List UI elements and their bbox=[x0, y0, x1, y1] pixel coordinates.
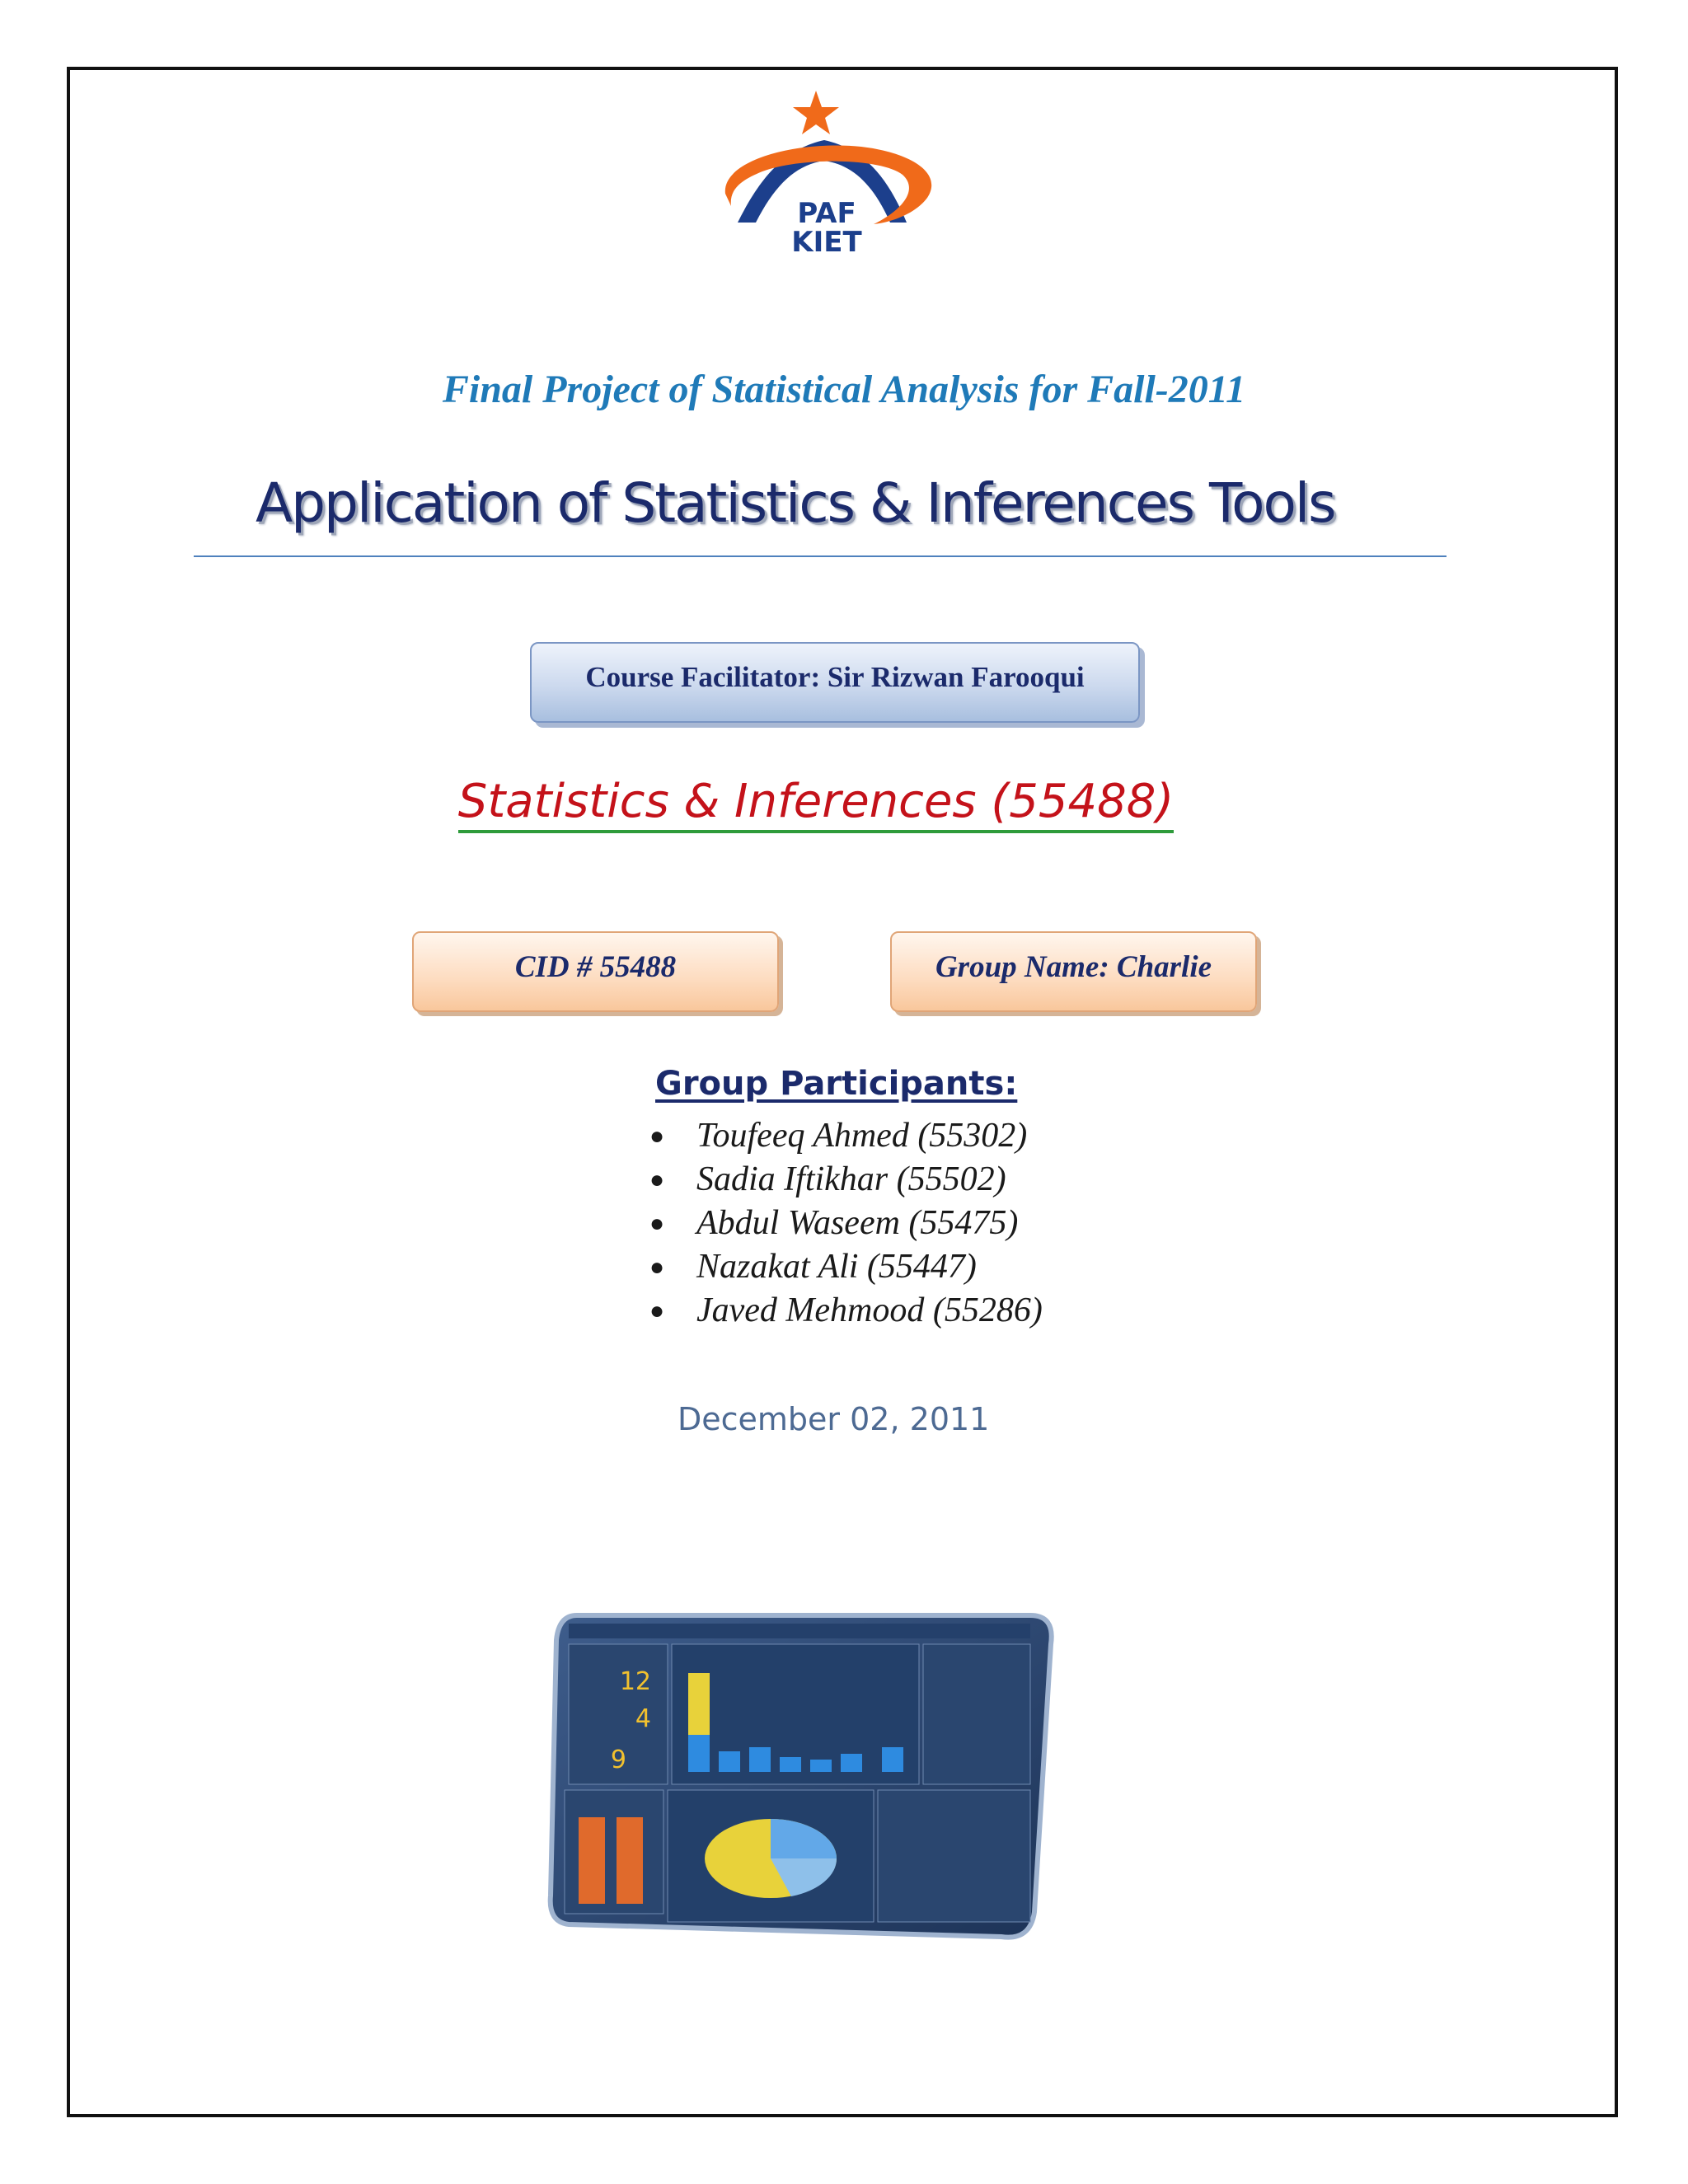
participant-name: Nazakat Ali (55447) bbox=[696, 1248, 977, 1286]
page-title: Application of Statistics & Inferences Tools bbox=[256, 471, 1335, 535]
participant-name: Sadia Iftikhar (55502) bbox=[696, 1160, 1006, 1198]
dashboard-number: 9 bbox=[610, 1746, 626, 1774]
participant-name: Abdul Waseem (55475) bbox=[696, 1204, 1019, 1242]
dashboard-bar bbox=[617, 1817, 643, 1904]
paf-kiet-logo bbox=[705, 82, 952, 264]
dashboard-bar bbox=[579, 1817, 605, 1904]
project-subtitle: Final Project of Statistical Analysis for Fall-2011 bbox=[442, 368, 1246, 411]
dashboard-bar bbox=[882, 1747, 903, 1772]
participants-list bbox=[643, 1114, 1043, 1333]
dashboard-image bbox=[544, 1599, 1055, 1945]
title-divider bbox=[194, 555, 1447, 557]
participant-item bbox=[643, 1158, 1043, 1202]
bullet-icon: ● bbox=[649, 1254, 665, 1281]
participants-heading: Group Participants: bbox=[655, 1065, 1018, 1103]
bullet-icon: ● bbox=[649, 1166, 665, 1193]
facilitator-box: Course Facilitator: Sir Rizwan Farooqui bbox=[530, 642, 1140, 723]
bullet-icon: ● bbox=[649, 1210, 665, 1237]
group-name-box: Group Name: Charlie bbox=[890, 931, 1257, 1012]
course-title-text: Statistics & Inferences (55488) bbox=[458, 775, 1174, 833]
participant-item bbox=[643, 1289, 1043, 1333]
dashboard-bar bbox=[810, 1760, 832, 1772]
participant-item bbox=[643, 1202, 1043, 1245]
dashboard-bottom-right-panel bbox=[878, 1790, 1030, 1922]
participant-item bbox=[643, 1114, 1043, 1158]
bullet-icon: ● bbox=[649, 1122, 665, 1150]
logo-text-paf: PAF bbox=[797, 197, 856, 230]
dashboard-number: 4 bbox=[635, 1704, 651, 1733]
dashboard-header-bar bbox=[569, 1624, 1030, 1638]
participant-name: Toufeeq Ahmed (55302) bbox=[696, 1117, 1028, 1155]
dashboard-right-panel bbox=[923, 1644, 1030, 1784]
dashboard-bar bbox=[749, 1747, 771, 1772]
participant-item bbox=[643, 1245, 1043, 1289]
course-title bbox=[0, 775, 1632, 828]
cid-box: CID # 55488 bbox=[412, 931, 779, 1012]
dashboard-bar bbox=[688, 1673, 710, 1735]
participant-name: Javed Mehmood (55286) bbox=[696, 1291, 1043, 1329]
dashboard-number: 12 bbox=[619, 1667, 651, 1696]
bullet-icon: ● bbox=[649, 1297, 665, 1324]
dashboard-bar bbox=[719, 1751, 740, 1772]
dashboard-bar bbox=[780, 1757, 801, 1772]
logo-text-kiet: KIET bbox=[791, 226, 862, 259]
logo-star-icon bbox=[793, 91, 839, 134]
dashboard-bar bbox=[688, 1735, 710, 1772]
dashboard-bar bbox=[841, 1754, 862, 1772]
document-date: December 02, 2011 bbox=[678, 1401, 990, 1437]
